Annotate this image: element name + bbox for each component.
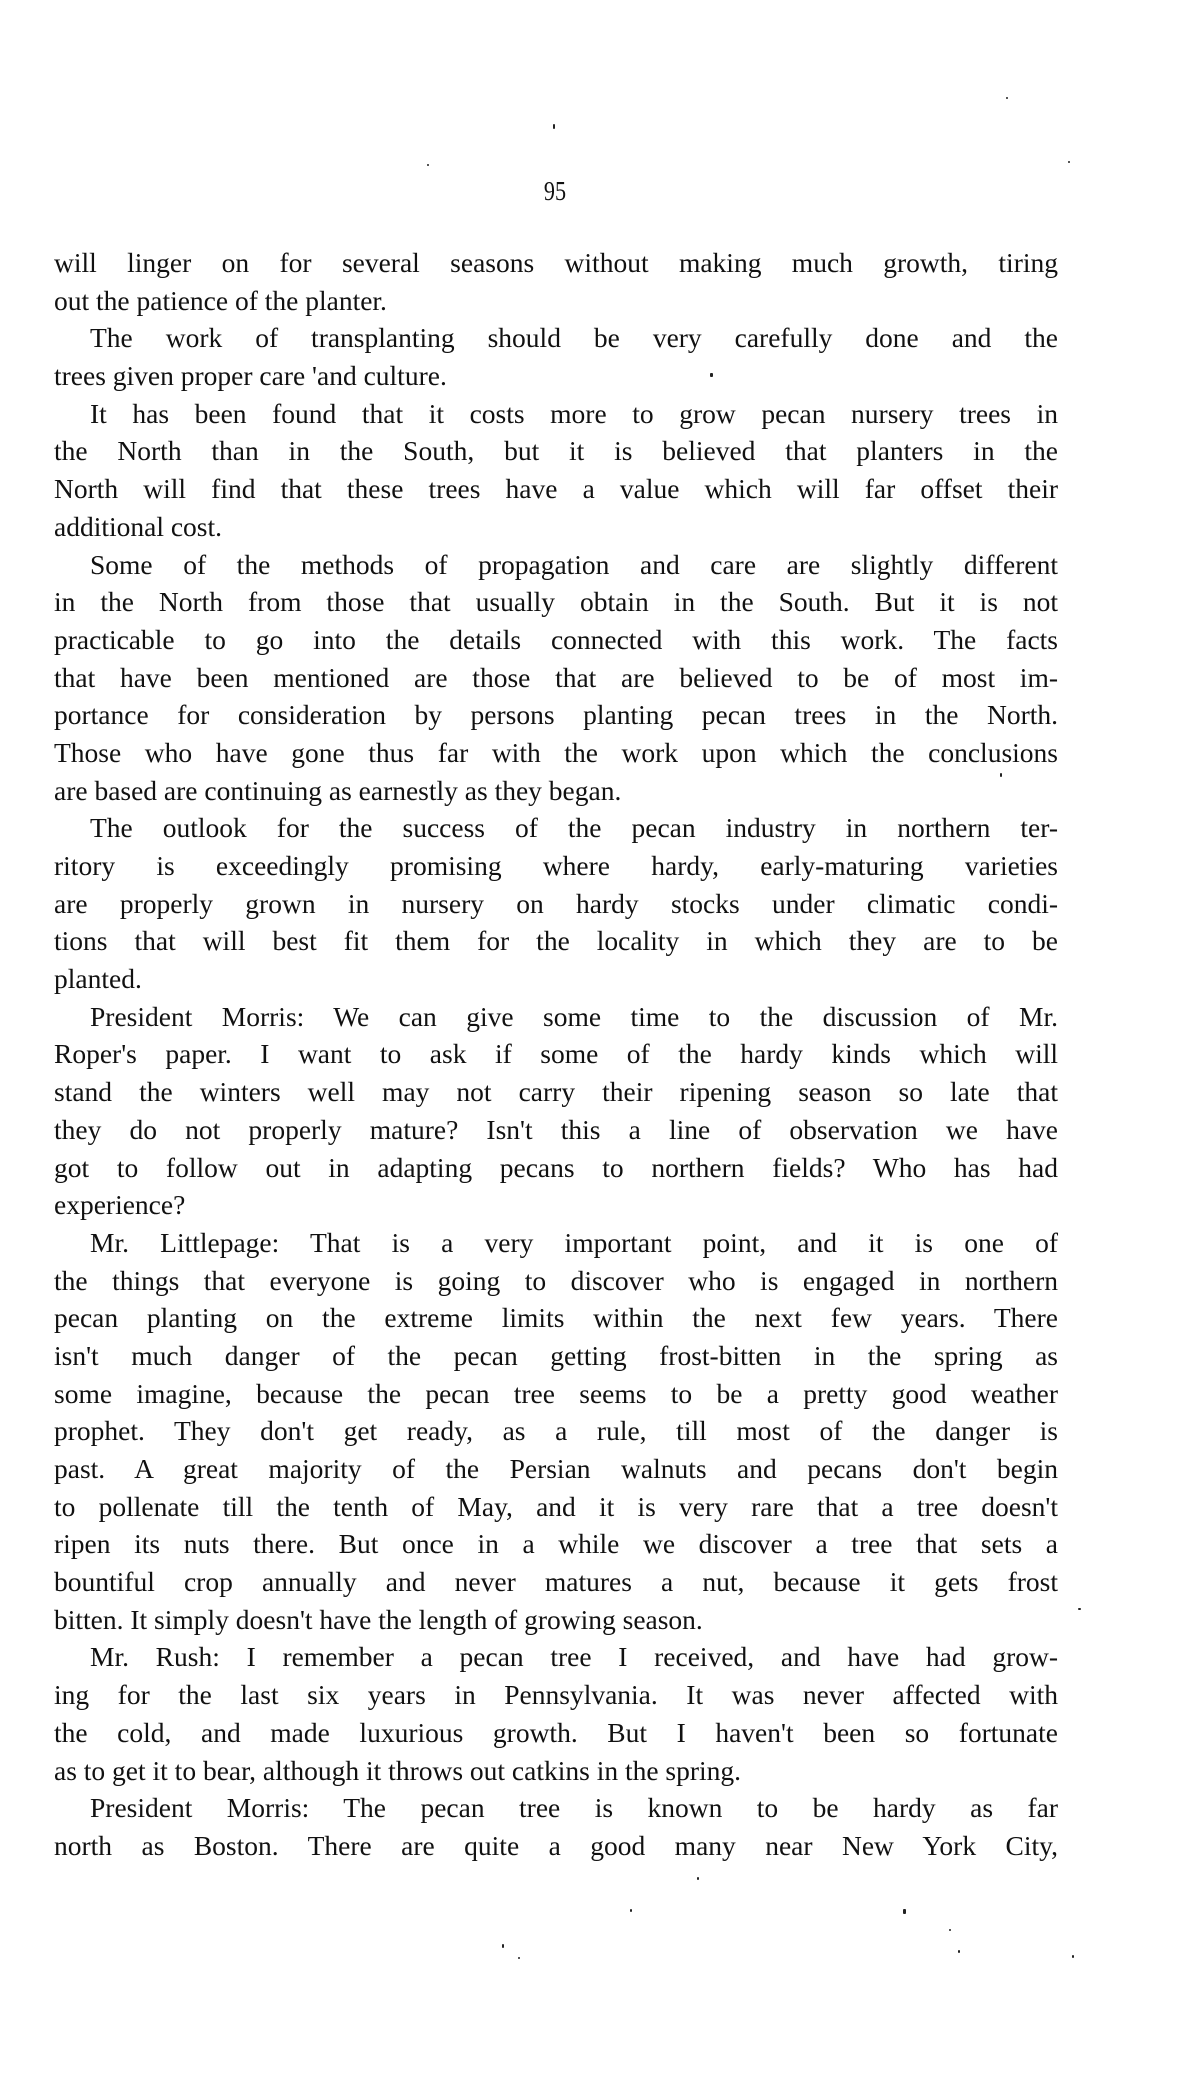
text-line-content: past. A great majority of the Persian walnuts and pecans don't begin: [54, 1453, 1058, 1484]
text-line: [54, 319, 1058, 357]
text-line: [54, 659, 1058, 697]
text-line-content: out the patience of the planter.: [54, 284, 387, 316]
text-line: [54, 395, 1058, 433]
text-line-content: President Morris: We can give some time to the discussion of Mr.: [90, 1000, 1058, 1032]
text-line-content: experience?: [54, 1189, 186, 1221]
text-line-content: will linger on for several seasons without making much growth, tiring: [54, 247, 1058, 278]
text-line: [54, 1035, 1058, 1073]
text-line: [54, 1450, 1058, 1488]
text-line: [54, 847, 1058, 885]
scan-speck: [630, 1909, 632, 1912]
text-line: [54, 1337, 1058, 1375]
text-line-content: Mr. Littlepage: That is a very important point, and it is one of: [90, 1226, 1058, 1258]
text-line-content: they do not properly mature? Isn't this a line of observation we have: [54, 1113, 1058, 1145]
scan-speck: [502, 1944, 504, 1948]
text-line-content: bountiful crop annually and never matures a nut, because it gets frost: [54, 1566, 1058, 1598]
text-line-content: Some of the methods of propagation and care are slightly different: [90, 548, 1058, 580]
text-line-content: The outlook for the success of the pecan industry in northern ter-: [90, 812, 1058, 844]
text-line: [54, 1676, 1058, 1714]
scan-speck: [710, 373, 713, 377]
scan-speck: [1072, 1955, 1074, 1958]
page-number: 95: [543, 176, 567, 206]
text-line-content: planted.: [54, 963, 142, 995]
text-line: [54, 998, 1058, 1036]
text-line: [54, 244, 1058, 282]
text-line-content: additional cost.: [54, 510, 223, 542]
text-line: [54, 1638, 1058, 1676]
text-line-content: bitten. It simply doesn't have the length of growing season.: [54, 1603, 703, 1635]
scan-speck: [1078, 1608, 1081, 1610]
text-line-content: the North than in the South, but it is believed that planters in the: [54, 435, 1058, 467]
scan-speck: [1006, 97, 1008, 99]
text-line: [54, 470, 1058, 508]
text-line: [54, 1752, 1058, 1790]
text-line: [54, 1111, 1058, 1149]
text-line-content: North will find that these trees have a value which will far offset their: [54, 473, 1058, 505]
text-line: [54, 809, 1058, 847]
text-line-content: tions that will best fit them for the locality in which they are to be: [54, 925, 1058, 957]
text-line-content: portance for consideration by persons planting pecan trees in the North.: [54, 699, 1058, 731]
text-line-content: isn't much danger of the pecan getting frost-bitten in the spring as: [54, 1339, 1058, 1371]
text-line: [54, 1224, 1058, 1262]
scan-speck: [949, 1929, 951, 1931]
scan-speck: [958, 1950, 960, 1953]
text-line: [54, 922, 1058, 960]
text-line: [54, 1601, 1058, 1639]
text-line: [54, 1714, 1058, 1752]
text-line-content: are based are continuing as earnestly as they began.: [54, 774, 622, 806]
text-line-content: some imagine, because the pecan tree seems to be a pretty good weather: [54, 1377, 1058, 1409]
text-line-content: pecan planting on the extreme limits within the next few years. There: [54, 1302, 1058, 1334]
text-line-content: north as Boston. There are quite a good many near New York City,: [54, 1829, 1058, 1861]
text-line-content: trees given proper care 'and culture.: [54, 360, 447, 392]
text-line-content: to pollenate till the tenth of May, and it is very rare that a tree doesn't: [54, 1490, 1058, 1522]
text-line: [54, 1149, 1058, 1187]
text-line-content: ing for the last six years in Pennsylvania. It was never affected with: [54, 1679, 1058, 1711]
text-line-content: The work of transplanting should be very carefully done and the: [90, 322, 1058, 354]
text-line: [54, 508, 1058, 546]
text-line-content: stand the winters well may not carry their ripening season so late that: [54, 1076, 1058, 1108]
text-line-content: Roper's paper. I want to ask if some of the hardy kinds which will: [54, 1038, 1058, 1070]
text-line-content: prophet. They don't get ready, as a rule, till most of the danger is: [54, 1415, 1058, 1447]
text-line: [54, 1375, 1058, 1413]
text-line-content: as to get it to bear, although it throws out catkins in the spring.: [54, 1754, 742, 1786]
text-line: [54, 1262, 1058, 1300]
text-line: [54, 1488, 1058, 1526]
text-line: [54, 734, 1058, 772]
scan-speck: [903, 1909, 906, 1914]
text-line: [54, 1299, 1058, 1337]
text-line-content: the things that everyone is going to discover who is engaged in northern: [54, 1264, 1058, 1296]
text-line-content: are properly grown in nursery on hardy stocks under climatic condi-: [54, 887, 1058, 919]
scan-speck: [427, 164, 429, 166]
text-line: [54, 621, 1058, 659]
text-line-content: President Morris: The pecan tree is known to be hardy as far: [90, 1792, 1058, 1824]
text-line-content: practicable to go into the details connected with this work. The facts: [54, 623, 1058, 655]
text-line-content: Mr. Rush: I remember a pecan tree I received, and have had grow-: [90, 1641, 1058, 1673]
text-line: [54, 1525, 1058, 1563]
scan-speck: [697, 1877, 699, 1880]
text-line: [54, 1412, 1058, 1450]
text-line: [54, 1563, 1058, 1601]
scan-speck: [518, 1957, 520, 1959]
text-line: [54, 1186, 1058, 1224]
text-line: [54, 357, 1058, 395]
text-line: [54, 885, 1058, 923]
text-line: [54, 1827, 1058, 1865]
text-line-content: got to follow out in adapting pecans to northern fields? Who has had: [54, 1151, 1058, 1183]
text-line: [54, 546, 1058, 584]
text-line: [54, 583, 1058, 621]
text-line: [54, 1073, 1058, 1111]
text-line: [54, 1789, 1058, 1827]
text-line: [54, 696, 1058, 734]
scan-speck: [1000, 773, 1002, 777]
text-line: [54, 282, 1058, 320]
text-line-content: ritory is exceedingly promising where hardy, early-maturing varieties: [54, 850, 1058, 881]
scan-speck: [553, 124, 555, 129]
body-text: [54, 244, 1058, 1865]
text-line: [54, 772, 1058, 810]
text-line-content: that have been mentioned are those that are believed to be of most im-: [54, 661, 1058, 693]
text-line-content: ripen its nuts there. But once in a while we discover a tree that sets a: [54, 1528, 1058, 1560]
text-line-content: in the North from those that usually obtain in the South. But it is not: [54, 586, 1058, 618]
text-line-content: the cold, and made luxurious growth. But I haven't been so fortunate: [54, 1716, 1058, 1748]
text-line-content: Those who have gone thus far with the work upon which the conclusions: [54, 736, 1058, 768]
scan-speck: [1068, 161, 1070, 163]
text-line-content: It has been found that it costs more to grow pecan nursery trees in: [90, 397, 1058, 429]
text-line: [54, 432, 1058, 470]
text-line: [54, 960, 1058, 998]
